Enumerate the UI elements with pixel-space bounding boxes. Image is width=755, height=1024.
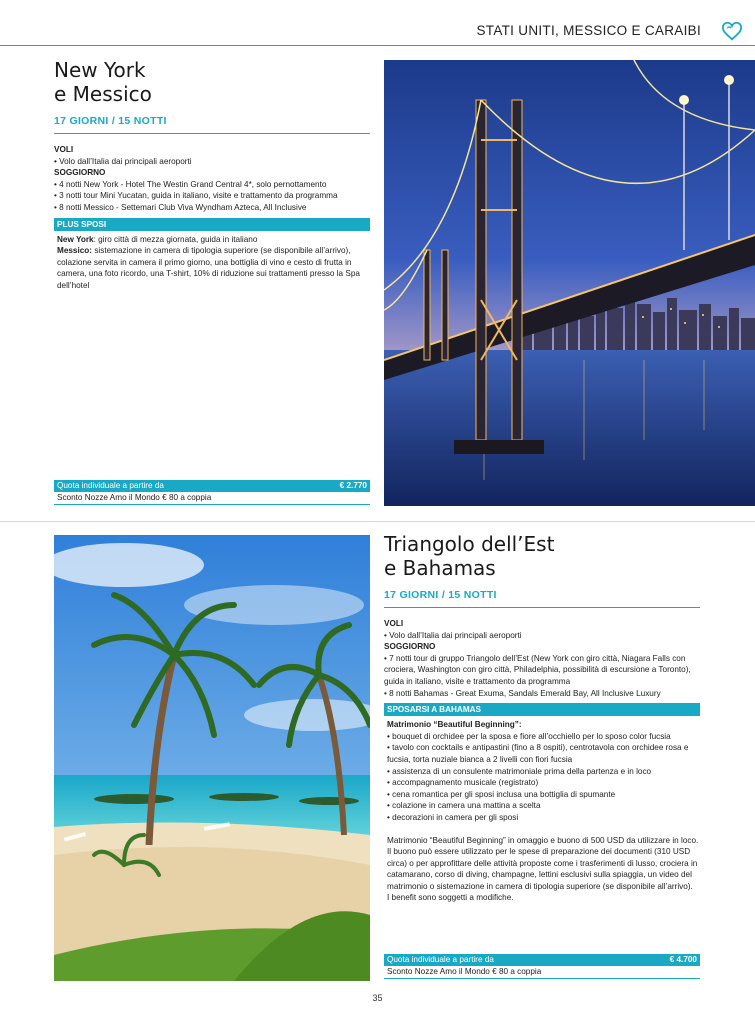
list-item: • 7 notti tour di gruppo Triangolo dell’Est (New York con giro città, Niagara Falls con crociera, Washington con giro città, Philadelphia, possibilità di escursione a Toronto), guida in italiano, visite e trattamento da programma [384, 653, 691, 686]
list-item: • bouquet di orchidee per la sposa e fiore all’occhiello per lo sposo color fucsia [387, 731, 671, 741]
voli-label: VOLI [54, 145, 74, 154]
offer-triangolo-bahamas [384, 532, 700, 904]
offer-title-line2: e Bahamas [384, 556, 496, 580]
price-label: Quota individuale a partire da [387, 955, 494, 964]
soggiorno-label: SOGGIORNO [54, 168, 106, 178]
offer-title [384, 532, 700, 580]
soggiorno-label: SOGGIORNO [384, 642, 436, 652]
discount-text: Sconto Nozze Amo il Mondo € 80 a coppia [384, 966, 700, 979]
list-item: • 8 notti Bahamas - Great Exuma, Sandals Emerald Bay, All Inclusive Luxury [384, 688, 661, 698]
plus-mx: Messico: sistemazione in camera di tipologia superiore (se disponibile all’arrivo), colazione servita in camera il primo giorno, una bottiglia di vino e cesto di frutta in camera, una foto ricordo, una T-shirt, 10% di riduzione sui trattamenti presso la Spa dell’hotel [57, 246, 360, 290]
offer-title-line1: New York [54, 58, 146, 82]
price-row [384, 954, 700, 966]
bridge-photo [384, 60, 755, 506]
list-item: • assistenza di un consulente matrimoniale prima della partenza e in loco [387, 766, 652, 776]
price-row [54, 480, 370, 492]
offer-duration: 17 GIORNI / 15 NOTTI [54, 115, 167, 127]
page-number: 35 [372, 993, 383, 1003]
list-item: • tavolo con cocktails e antipastini (fino a 8 ospiti), centrotavola con orchidee rosa e fucsia, torta nuziale bianca a 2 livelli con fiori fucsia [387, 743, 689, 764]
benefit-note: I benefit sono soggetti a modifiche. [387, 893, 514, 903]
list-item: • accompagnamento musicale (registrato) [387, 778, 539, 788]
beach-illustration [54, 535, 370, 981]
list-item: • 3 notti tour Mini Yucatan, guida in italiano, visite e trattamento da programma [54, 191, 338, 201]
offer-title-line1: Triangolo dell’Est [384, 532, 555, 556]
offer-title-line2: e Messico [54, 82, 152, 106]
offer-new-york-messico [54, 58, 370, 292]
list-item: • Volo dall’Italia dai principali aeroporti [54, 156, 192, 166]
divider [384, 607, 700, 608]
offer-title [54, 58, 370, 106]
price-label: Quota individuale a partire da [57, 481, 164, 490]
heart-logo-icon [721, 20, 743, 42]
bridge-illustration [384, 60, 755, 506]
offer-details [384, 618, 700, 699]
section-header-title: STATI UNITI, MESSICO E CARAIBI [476, 23, 701, 38]
list-item: • Volo dall’Italia dai principali aeroporti [384, 630, 522, 640]
matrimonio-note: Matrimonio “Beautiful Beginning” in omaggio e buono di 500 USD da utilizzare in loco. Il buono può essere utilizzato per le spese di preparazione dei documenti (310 USD circa) o per approfittare delle attività proposte come i trasferimenti di lusso, crociera in catamarano, corso di diving, champagne, lettini esclusivi sulla spiaggia, un video del matrimonio o sistemazione in camera di tipologia superiore (se disponibile all’arrivo). [387, 835, 699, 891]
list-item: • 8 notti Messico - Settemari Club Viva Wyndham Azteca, All Inclusive [54, 202, 307, 212]
price-value: € 2.770 [339, 481, 367, 490]
sposarsi-bar: SPOSARSI A BAHAMAS [384, 703, 700, 716]
price-value: € 4.700 [669, 955, 697, 964]
matrimonio-label: Matrimonio “Beautiful Beginning”: [387, 720, 522, 730]
list-item: • cena romantica per gli sposi inclusa una bottiglia di spumante [387, 789, 616, 799]
divider [54, 133, 370, 134]
section-divider [0, 521, 755, 522]
plus-sposi-details [54, 234, 370, 292]
discount-text: Sconto Nozze Amo il Mondo € 80 a coppia [54, 492, 370, 505]
voli-label: VOLI [384, 619, 404, 628]
plus-ny: New York: giro città di mezza giornata, guida in italiano [57, 234, 258, 244]
beach-photo [54, 535, 370, 981]
offer-duration: 17 GIORNI / 15 NOTTI [384, 589, 497, 601]
header-rule [0, 45, 755, 46]
plus-sposi-bar: PLUS SPOSI [54, 218, 370, 231]
list-item: • colazione in camera una mattina a scelta [387, 801, 541, 811]
offer1-price-block [54, 480, 370, 505]
list-item: • decorazioni in camera per gli sposi [387, 812, 519, 822]
list-item: • 4 notti New York - Hotel The Westin Grand Central 4*, solo pernottamento [54, 179, 327, 189]
offer2-price-block [384, 954, 700, 979]
offer-details [54, 144, 370, 214]
matrimonio-details [384, 719, 700, 904]
